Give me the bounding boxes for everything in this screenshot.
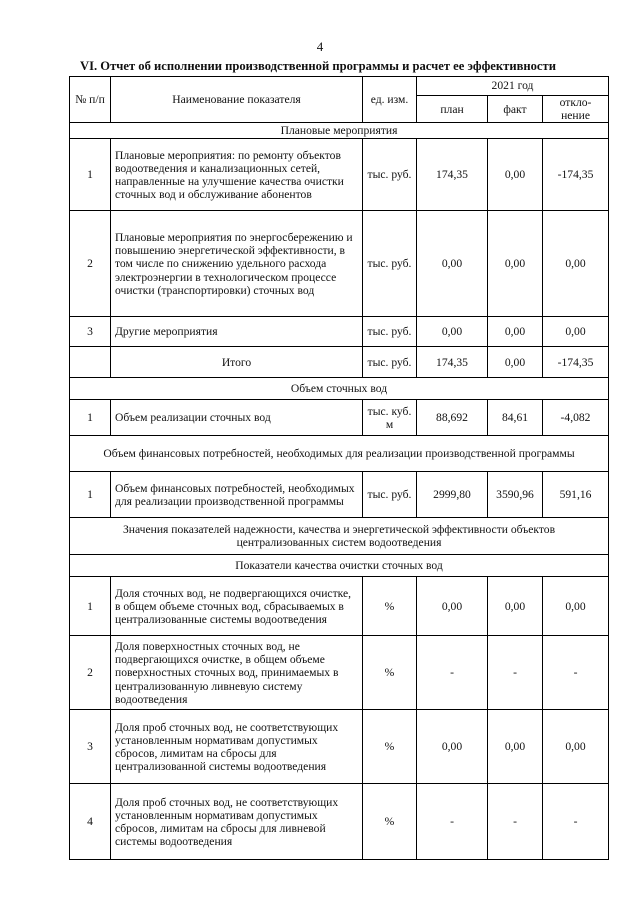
header-name: Наименование показателя [111, 77, 363, 123]
section-row [70, 378, 609, 400]
total-plan: 174,35 [417, 347, 488, 378]
row-fact: - [488, 784, 543, 860]
row-unit: тыс. руб. [363, 472, 417, 518]
header-row-1 [70, 77, 609, 96]
table-row [70, 577, 609, 636]
row-plan: 174,35 [417, 139, 488, 211]
row-deviation: - [543, 784, 609, 860]
row-unit: % [363, 636, 417, 710]
row-unit: тыс. руб. [363, 139, 417, 211]
row-fact: 0,00 [488, 577, 543, 636]
page-number: 4 [316, 39, 324, 54]
section-title-volume: Объем сточных вод [70, 378, 609, 400]
header-deviation: откло-нение [543, 96, 609, 123]
row-unit: % [363, 710, 417, 784]
table-row [70, 710, 609, 784]
total-deviation: -174,35 [543, 347, 609, 378]
table-row [70, 472, 609, 518]
row-deviation: 0,00 [543, 577, 609, 636]
total-num-empty [70, 347, 111, 378]
row-deviation: 591,16 [543, 472, 609, 518]
section-row [70, 123, 609, 139]
row-unit: тыс. руб. [363, 211, 417, 317]
total-label: Итого [111, 347, 363, 378]
table-row [70, 211, 609, 317]
row-fact: 0,00 [488, 211, 543, 317]
row-deviation: 0,00 [543, 317, 609, 347]
row-name: Плановые мероприятия по энергосбережению и повышению энергетической эффективности, в том числе по снижению удельного расхода электроэнергии в технологическом процессе очистки (транспортировки) сточных вод [111, 211, 363, 317]
row-plan: 0,00 [417, 211, 488, 317]
row-name: Объем реализации сточных вод [111, 400, 363, 436]
row-fact: 84,61 [488, 400, 543, 436]
row-fact: 0,00 [488, 710, 543, 784]
row-num: 1 [70, 472, 111, 518]
table-row [70, 784, 609, 860]
row-num: 3 [70, 317, 111, 347]
row-num: 1 [70, 400, 111, 436]
row-plan: 0,00 [417, 317, 488, 347]
row-fact: 0,00 [488, 139, 543, 211]
row-deviation: 0,00 [543, 710, 609, 784]
section-title-finance: Объем финансовых потребностей, необходимых для реализации производственной программы [70, 436, 609, 472]
report-title: VI. Отчет об исполнении производственной программы и расчет ее эффективности [80, 59, 556, 73]
row-num: 3 [70, 710, 111, 784]
section-row [70, 518, 609, 555]
row-unit: тыс. руб. [363, 317, 417, 347]
row-fact: - [488, 636, 543, 710]
section-row [70, 555, 609, 577]
row-num: 1 [70, 139, 111, 211]
row-num: 4 [70, 784, 111, 860]
table-row [70, 139, 609, 211]
row-deviation: -4,082 [543, 400, 609, 436]
section-title-planned: Плановые мероприятия [70, 123, 609, 139]
row-num: 1 [70, 577, 111, 636]
row-unit: % [363, 784, 417, 860]
row-plan: 88,692 [417, 400, 488, 436]
header-num: № п/п [70, 77, 111, 123]
total-row [70, 347, 609, 378]
row-deviation: 0,00 [543, 211, 609, 317]
row-name: Доля проб сточных вод, не соответствующих установленным нормативам допустимых сбросов, лимитам на сбросы для централизованной системы водоотведения [111, 710, 363, 784]
table-row [70, 400, 609, 436]
total-fact: 0,00 [488, 347, 543, 378]
row-fact: 0,00 [488, 317, 543, 347]
report-table [69, 76, 609, 860]
row-num: 2 [70, 211, 111, 317]
header-fact: факт [488, 96, 543, 123]
row-unit: % [363, 577, 417, 636]
section-title-indicators: Значения показателей надежности, качества и энергетической эффективности объектов централизованных систем водоотведения [70, 518, 609, 555]
section-row [70, 436, 609, 472]
header-plan: план [417, 96, 488, 123]
row-plan: - [417, 784, 488, 860]
header-year: 2021 год [417, 77, 609, 96]
row-fact: 3590,96 [488, 472, 543, 518]
row-name: Другие мероприятия [111, 317, 363, 347]
section-title-quality: Показатели качества очистки сточных вод [70, 555, 609, 577]
table-row [70, 317, 609, 347]
row-plan: - [417, 636, 488, 710]
row-plan: 0,00 [417, 577, 488, 636]
row-name: Доля проб сточных вод, не соответствующих установленным нормативам допустимых сбросов, лимитам на сбросы для ливневой системы водоотведения [111, 784, 363, 860]
row-name: Доля сточных вод, не подвергающихся очистке, в общем объеме сточных вод, сбрасываемых в централизованные системы водоотведения [111, 577, 363, 636]
row-name: Доля поверхностных сточных вод, не подвергающихся очистке, в общем объеме поверхностных сточных вод, принимаемых в централизованную ливневую систему водоотведения [111, 636, 363, 710]
row-plan: 2999,80 [417, 472, 488, 518]
row-num: 2 [70, 636, 111, 710]
row-deviation: - [543, 636, 609, 710]
table-row [70, 636, 609, 710]
row-unit: тыс. куб. м [363, 400, 417, 436]
row-name: Объем финансовых потребностей, необходимых для реализации производственной программы [111, 472, 363, 518]
total-unit: тыс. руб. [363, 347, 417, 378]
header-unit: ед. изм. [363, 77, 417, 123]
row-plan: 0,00 [417, 710, 488, 784]
row-deviation: -174,35 [543, 139, 609, 211]
row-name: Плановые мероприятия: по ремонту объектов водоотведения и канализационных сетей, направленные на улучшение качества очистки сточных вод и обслуживание абонентов [111, 139, 363, 211]
